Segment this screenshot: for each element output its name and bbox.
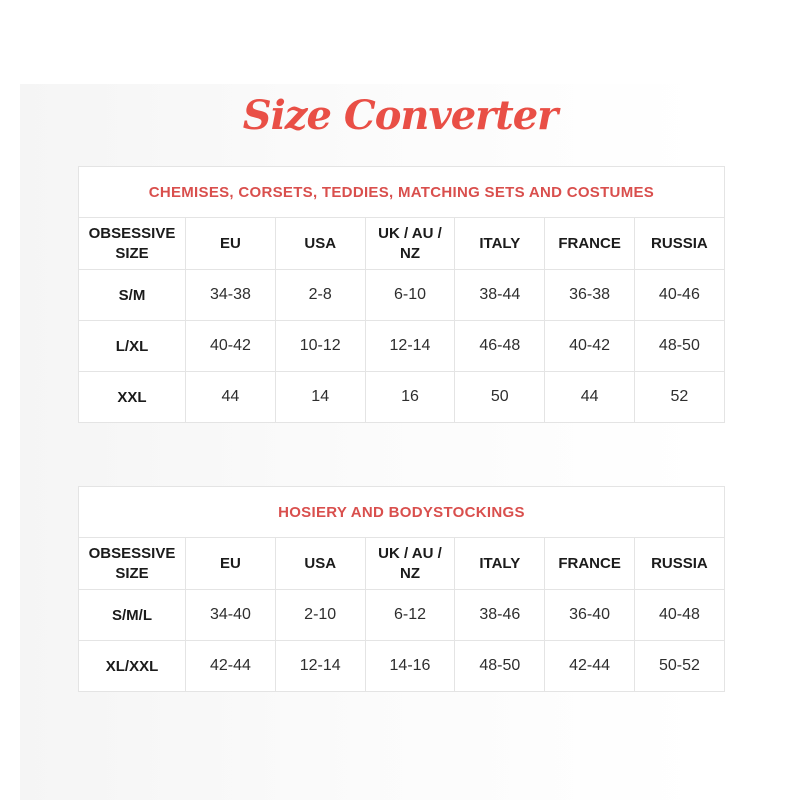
- size-cell: 40-42: [186, 321, 276, 372]
- table-row: [79, 372, 725, 423]
- size-cell: 46-48: [455, 321, 545, 372]
- column-header-obsessive-size: OBSESSIVE SIZE: [79, 218, 186, 270]
- size-cell: 40-48: [634, 590, 724, 641]
- size-cell: 52: [634, 372, 724, 423]
- table-row: [79, 270, 725, 321]
- column-header-france: FRANCE: [545, 538, 635, 590]
- table-row: [79, 321, 725, 372]
- column-header-usa: USA: [275, 538, 365, 590]
- size-cell: 6-12: [365, 590, 455, 641]
- size-cell: 44: [545, 372, 635, 423]
- size-cell: 38-46: [455, 590, 545, 641]
- size-cell: 14: [275, 372, 365, 423]
- column-header-france: FRANCE: [545, 218, 635, 270]
- row-label: XL/XXL: [79, 641, 186, 692]
- size-cell: 14-16: [365, 641, 455, 692]
- column-header-italy: ITALY: [455, 538, 545, 590]
- table-heading-row: [79, 487, 725, 538]
- size-cell: 6-10: [365, 270, 455, 321]
- size-cell: 42-44: [186, 641, 276, 692]
- row-label: L/XL: [79, 321, 186, 372]
- chemises-size-table: [78, 166, 725, 423]
- column-header-eu: EU: [186, 218, 276, 270]
- column-header-usa: USA: [275, 218, 365, 270]
- size-cell: 40-46: [634, 270, 724, 321]
- size-cell: 34-40: [186, 590, 276, 641]
- size-cell: 16: [365, 372, 455, 423]
- size-cell: 50: [455, 372, 545, 423]
- table-heading-row: [79, 167, 725, 218]
- size-cell: 12-14: [365, 321, 455, 372]
- size-cell: 2-8: [275, 270, 365, 321]
- column-header-obsessive-size: OBSESSIVE SIZE: [79, 538, 186, 590]
- size-cell: 48-50: [634, 321, 724, 372]
- column-header-italy: ITALY: [455, 218, 545, 270]
- row-label: XXL: [79, 372, 186, 423]
- column-header-row: [79, 538, 725, 590]
- size-cell: 36-40: [545, 590, 635, 641]
- column-header-russia: RUSSIA: [634, 218, 724, 270]
- column-header-uk-au-nz: UK / AU / NZ: [365, 218, 455, 270]
- page-title: Size Converter: [242, 92, 558, 139]
- table-heading: CHEMISES, CORSETS, TEDDIES, MATCHING SETS AND COSTUMES: [79, 167, 725, 218]
- table-row: [79, 641, 725, 692]
- size-cell: 44: [186, 372, 276, 423]
- row-label: S/M: [79, 270, 186, 321]
- column-header-russia: RUSSIA: [634, 538, 724, 590]
- size-cell: 40-42: [545, 321, 635, 372]
- size-cell: 2-10: [275, 590, 365, 641]
- size-cell: 50-52: [634, 641, 724, 692]
- size-cell: 42-44: [545, 641, 635, 692]
- column-header-uk-au-nz: UK / AU / NZ: [365, 538, 455, 590]
- size-cell: 10-12: [275, 321, 365, 372]
- table-heading: HOSIERY AND BODYSTOCKINGS: [79, 487, 725, 538]
- table-row: [79, 590, 725, 641]
- size-cell: 36-38: [545, 270, 635, 321]
- size-cell: 34-38: [186, 270, 276, 321]
- size-cell: 38-44: [455, 270, 545, 321]
- size-cell: 12-14: [275, 641, 365, 692]
- size-cell: 48-50: [455, 641, 545, 692]
- column-header-eu: EU: [186, 538, 276, 590]
- row-label: S/M/L: [79, 590, 186, 641]
- hosiery-size-table: [78, 486, 725, 692]
- column-header-row: [79, 218, 725, 270]
